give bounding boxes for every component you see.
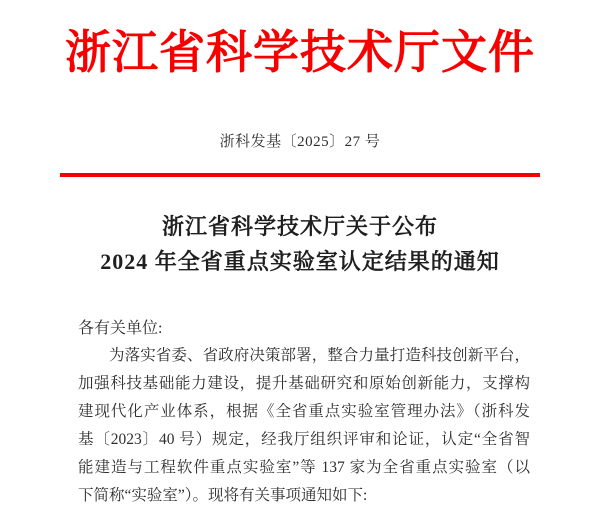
body-line: 能建造与工程软件重点实验室”等 137 家为全省重点实验室（以 — [78, 459, 530, 476]
body-line: 加强科技基础能力建设，提升基础研究和原始创新能力，支撑构 — [78, 375, 530, 392]
notice-title-line-1: 浙江省科学技术厅关于公布 — [161, 214, 438, 239]
notice-title-line-2: 2024 年全省重点实验室认定结果的通知 — [100, 249, 500, 274]
red-separator-rule — [60, 173, 540, 177]
document-reference-number: 浙科发基〔2025〕27 号 — [219, 134, 381, 150]
body-paragraph — [0, 342, 600, 510]
document-masthead-title: 浙江省科学技术厅文件 — [65, 27, 535, 78]
body-line: 为落实省委、省政府决策部署，整合力量打造科技创新平台， — [109, 347, 530, 364]
body-line: 下简称“实验室”）。现将有关事项通知如下: — [78, 487, 368, 504]
salutation: 各有关单位: — [78, 320, 163, 337]
body-line: 基〔2023〕40 号）规定，经我厅组织评审和论证，认定“全省智 — [78, 431, 530, 448]
body-line: 建现代化产业体系，根据《全省重点实验室管理办法》（浙科发 — [78, 403, 530, 420]
notice-title — [0, 209, 600, 279]
